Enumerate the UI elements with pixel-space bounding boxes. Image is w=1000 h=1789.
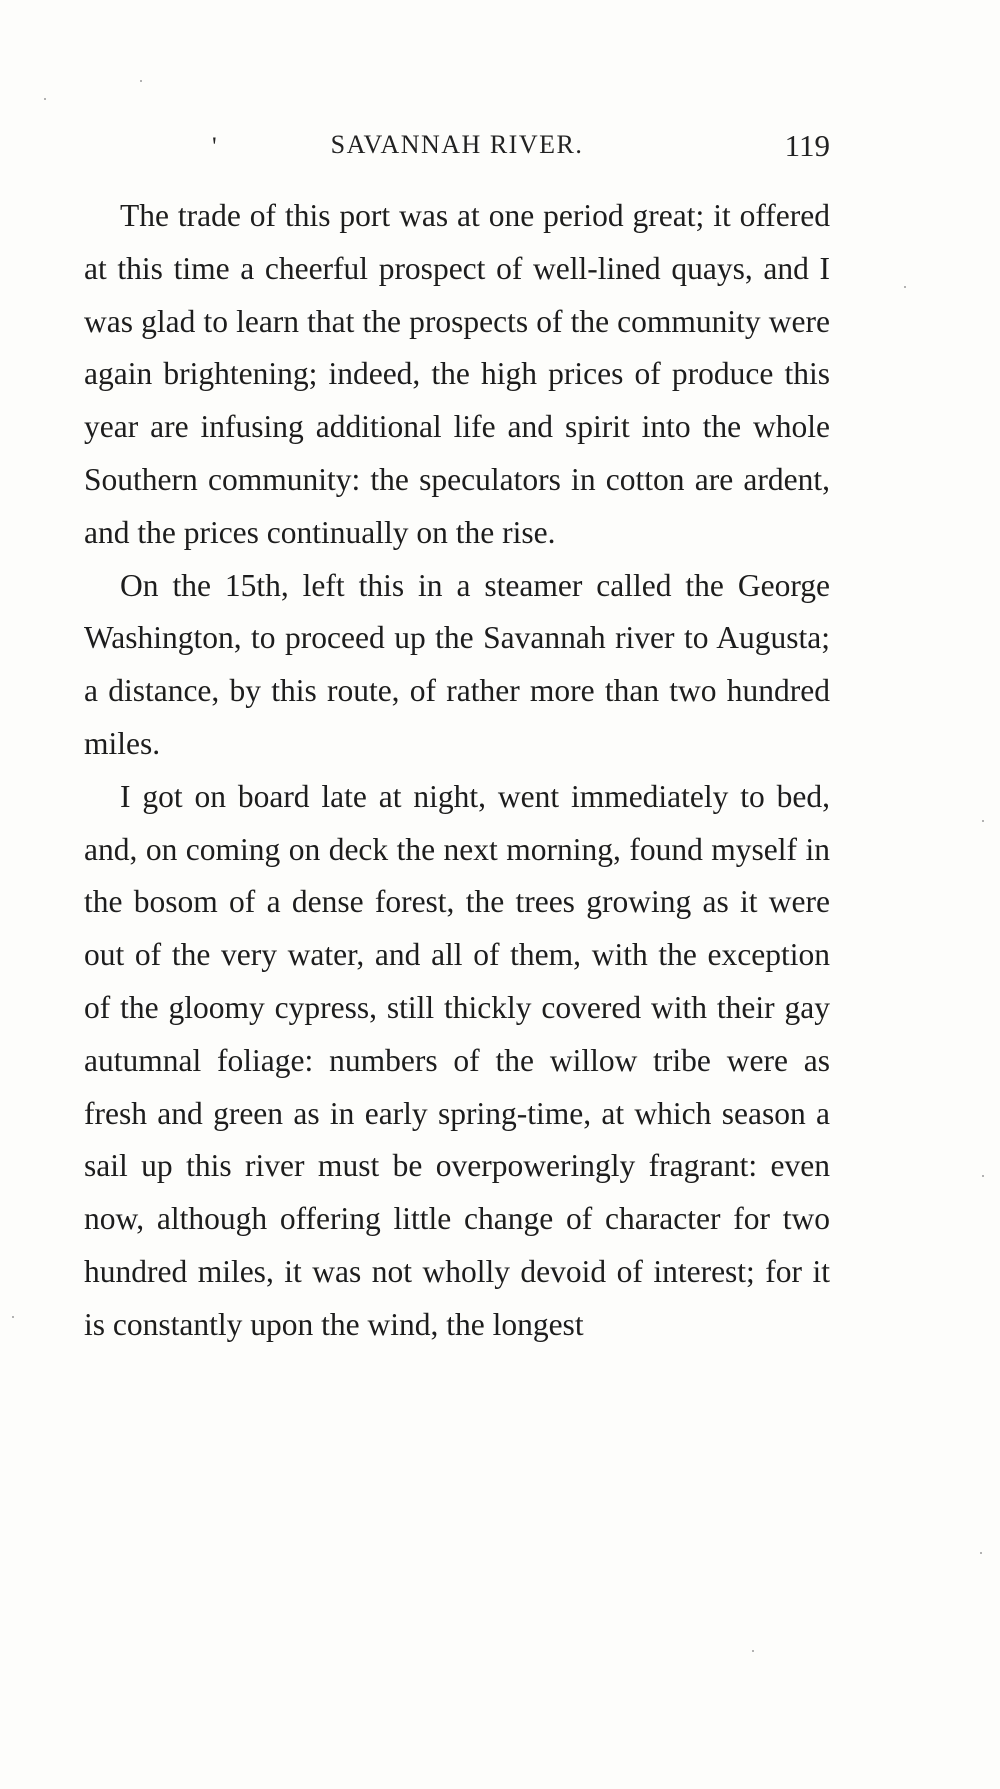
page-number: 119: [784, 128, 830, 163]
paper-speck: [982, 1175, 984, 1177]
paragraph-steamer-departure: On the 15th, left this in a steamer called the George Washington, to proceed up the Savannah river to Augusta; a distance, by this route, of rather more than two hundred miles.: [84, 567, 830, 761]
running-head-title: SAVANNAH RIVER.: [330, 130, 584, 159]
paper-speck: [12, 1316, 14, 1318]
paper-speck: [980, 1552, 982, 1554]
paper-speck: [44, 98, 46, 100]
body-text: [84, 190, 830, 1352]
paper-speck: [752, 1650, 754, 1652]
running-head-mark: ': [212, 132, 217, 161]
paragraph-forest-morning: I got on board late at night, went immediately to bed, and, on coming on deck the next morning, found myself in the bosom of a dense forest, the trees growing as it were out of the very water, and all of them, with the exception of the gloomy cypress, still thickly covered with their gay autumnal foliage: numbers of the willow tribe were as fresh and green as in early spring-time, at which season a sail up this river must be overpoweringly fragrant: even now, although offering little change of character for two hundred miles, it was not wholly devoid of interest; for it is constantly upon the wind, the longest: [84, 778, 830, 1342]
paper-speck: [904, 286, 906, 288]
paper-speck: [982, 820, 984, 822]
paragraph-trade-of-port: The trade of this port was at one period great; it offered at this time a cheerful prospect of well-lined quays, and I was glad to learn that the prospects of the community were again brightening; indeed, the high prices of produce this year are infusing additional life and spirit into the whole Southern community: the speculators in cotton are ardent, and the prices continually on the rise.: [84, 198, 830, 550]
paper-speck: [140, 80, 142, 82]
running-head: [84, 128, 830, 168]
